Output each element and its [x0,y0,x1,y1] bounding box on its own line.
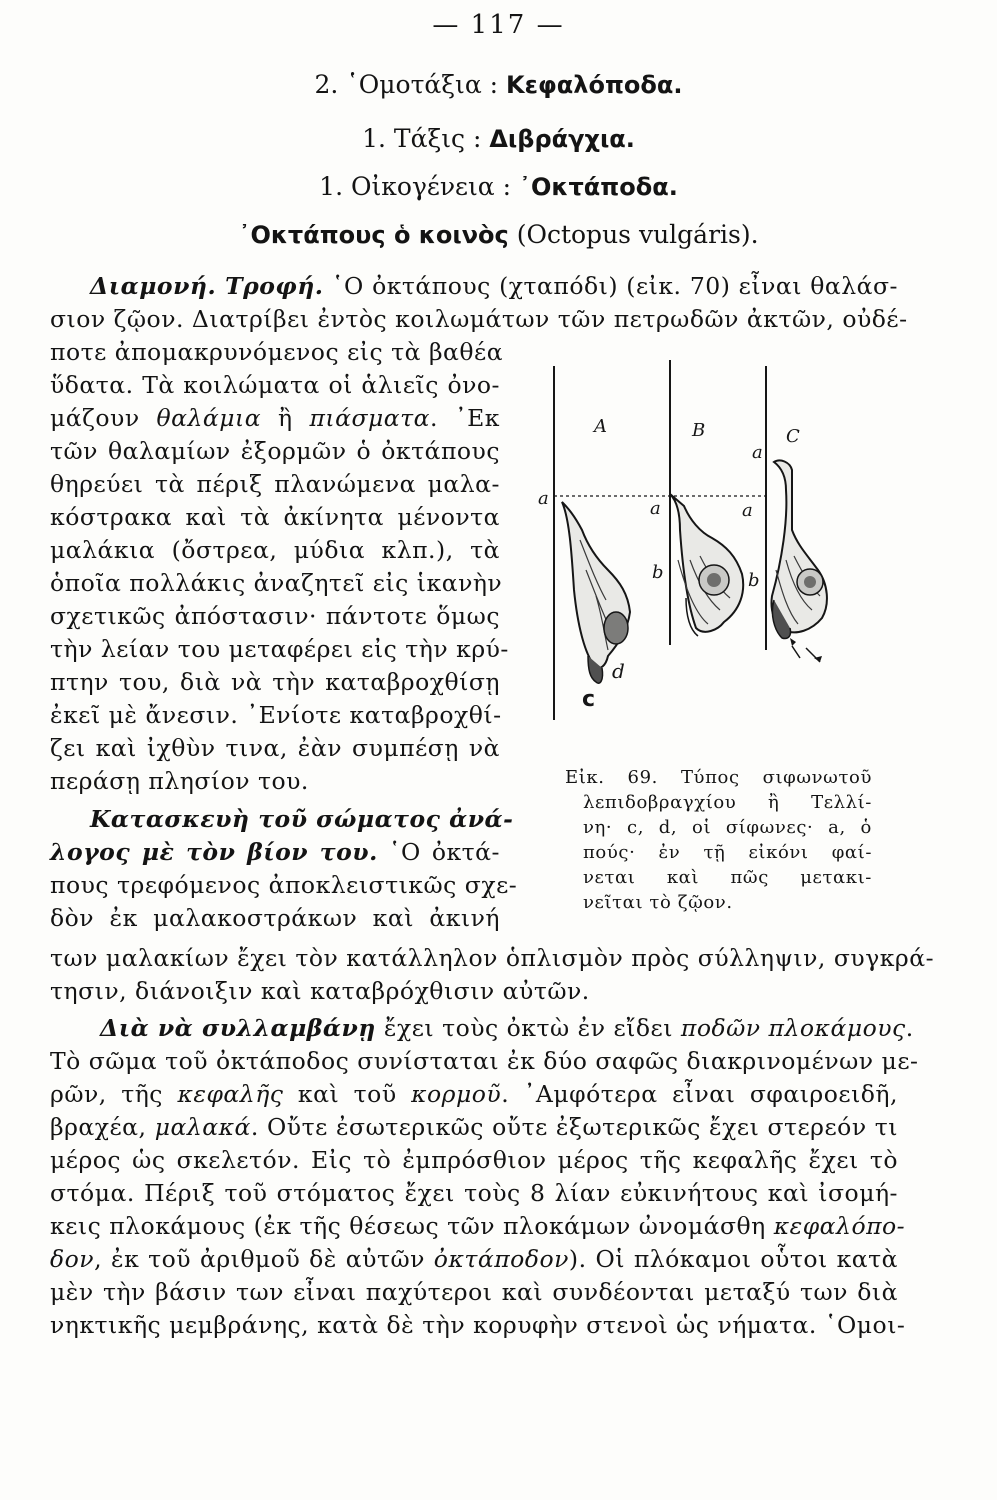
text-span: μάζουν [50,404,157,432]
text-line: δὸν ἐκ μαλακοστράκων καὶ ἀκινή [50,904,500,932]
page-number: — 117 — [432,10,565,40]
text-span: ῾Ο ὀκτάπους (χταπόδι) (εἰκ. 70) εἶναι θαλάσ- [323,272,898,300]
figure-69-siphonate-bivalve [530,360,830,730]
heading-class [0,124,997,153]
text-span: . ᾿Εκ [430,404,500,432]
text-line: Τὸ σῶμα τοῦ ὀκτάποδος συνίσταται ἐκ δύο σαφῶς διακρινομένων με- [50,1047,919,1075]
label-foot-b-1: b [652,562,664,583]
text-line: ἐκεῖ μὲ ἄνεσιν. ᾿Ενίοτε καταβροχθί- [50,701,502,729]
italic-term: ὀκτάποδον [433,1245,569,1273]
text-span: . ᾿Αμφότερα εἶναι σφαιροειδῆ, [501,1080,898,1108]
italic-term: κεφαλῆς [177,1080,284,1108]
text-line [50,1111,898,1144]
text-span: ). Οἱ πλόκαμοι οὗτοι κατὰ [568,1245,899,1273]
heading-family-name: ᾿Οκτάποδα. [519,173,678,201]
heading-class-prefix: 1. Τάξις : [362,124,490,153]
text-line: τὴν λείαν του μεταφέρει εἰς τὴν κρύ- [50,635,509,663]
heading-order-name: Κεφαλόποδα. [506,71,683,99]
text-line: πους τρεφόμενος ἀποκλειστικῶς σχε- [50,871,518,899]
text-span: . Οὔτε ἐσωτερικῶς οὔτε ἐξωτερικῶς ἔχει στερεόν τι [250,1113,898,1141]
text-span: ρῶν, τῆς [50,1080,178,1108]
panel-b-drawing [670,494,743,636]
figure-caption-line: λεπιδοβραγχίου ἢ Τελλί- [583,792,872,813]
text-span: ἔχει τοὺς ὀκτὼ ἐν εἴδει [375,1014,681,1042]
text-line [50,1210,906,1243]
text-line: μὲν τὴν βάσιν των εἶναι παχύτεροι καὶ συνδέονται μεταξύ των διὰ [50,1278,898,1306]
heading-order [0,70,997,99]
label-mouth-d: d [612,659,625,683]
label-siphon-a-4: a [752,442,763,463]
text-line: κόστρακα καὶ τὰ ἀκίνητα μένοντα [50,503,500,531]
text-line: πτην του, διὰ νὰ τὴν καταβροχθίσῃ [50,668,500,696]
text-line: ὕδατα. Τὰ κοιλώματα οἱ ἁλιεῖς ὀνο- [50,371,500,399]
heading-family-prefix: 1. Οἰκογένεια : [319,172,519,201]
heading-species-name: ᾿Οκτάπους ὁ κοινὸς [238,221,509,249]
text-line [90,270,898,303]
section-title-structure: Κατασκευὴ τοῦ σώματος ἀνά- [90,805,514,833]
text-line: στόμα. Πέριξ τοῦ στόματος ἔχει τοὺς 8 λίαν εὐκινήτους καὶ ἰσομή- [50,1179,898,1207]
italic-term: μαλακά [154,1113,251,1141]
section-title-habitat: Διαμονή. Τροφή. [90,272,324,300]
text-line: σιον ζῷον. Διατρίβει ἐντὸς κοιλωμάτων τῶν πετρωδῶν ἀκτῶν, οὐδέ- [50,305,908,333]
label-siphon-a-1: a [538,488,549,509]
text-span: . [905,1014,914,1042]
italic-term: πιάσματα [309,404,431,432]
label-siphon-a-2: a [650,498,661,519]
text-span: ῾Ο ὀκτά- [377,838,500,866]
text-span: , ἐκ τοῦ ἀριθμοῦ δὲ αὐτῶν [94,1245,434,1273]
text-line: θηρεύει τὰ πέριξ πλανώμενα μαλα- [50,470,500,498]
text-line: μαλάκια (ὄστρεα, μύδια κλπ.), τὰ [50,536,500,564]
text-line [100,1012,914,1045]
panel-a-drawing [562,502,630,683]
text-line: μέρος ὡς σκελετόν. Εἰς τὸ ἐμπρόσθιον μέρος τῆς κεφαλῆς ἔχει τὸ [50,1146,898,1174]
label-foot-b-2: b [748,570,760,591]
figure-caption-line: πούς· ἐν τῇ εἰκόνι φαί- [583,842,872,863]
text-line [50,402,500,435]
heading-species-latin: (Octopus vulgáris). [508,220,759,249]
text-line [50,1078,898,1111]
italic-term: κεφαλόπο- [773,1212,906,1240]
text-line: νηκτικῆς μεμβράνης, κατὰ δὲ τὴν κορυφὴν στενοὶ ὡς νήματα. ῾Ομοι- [50,1311,906,1339]
text-line: τησιν, διάνοιξιν καὶ καταβρόχθισιν αὐτῶν. [50,977,590,1005]
label-panel-b: B [692,420,706,441]
section-title-capture: Διὰ νὰ συλλαμβάνῃ [100,1014,376,1042]
text-span: ἢ [261,404,310,432]
text-line: ζει καὶ ἰχθὺν τινα, ἐὰν συμπέσῃ νὰ [50,734,500,762]
text-line: ποτε ἀπομακρυνόμενος εἰς τὰ βαθέα [50,338,504,366]
heading-order-prefix: 2. ῾Ομοτάξια : [314,70,507,99]
figure-caption-line: νεται καὶ πῶς μετακι- [583,867,872,888]
italic-term: δον [50,1245,95,1273]
text-line: σχετικῶς ἀπόστασιν· πάντοτε ὅμως [50,602,500,630]
figure-caption-line: Εἰκ. 69. Τύπος σιφωνωτοῦ [565,767,872,788]
heading-family [0,172,997,201]
text-line: των μαλακίων ἔχει τὸν κατάλληλον ὁπλισμὸν πρὸς σύλληψιν, συγκρά- [50,944,935,972]
label-siphon-a-3: a [742,500,753,521]
text-line [50,1243,898,1276]
text-span: κεις πλοκάμους (ἐκ τῆς θέσεως τῶν πλοκάμων ὠνομάσθη [50,1212,774,1240]
text-line [50,836,500,869]
figure-caption-line: νη· c, d, οἱ σίφωνες· a, ὁ [583,817,872,838]
text-span: βραχέα, [50,1113,155,1141]
text-span: καὶ τοῦ [283,1080,412,1108]
heading-species [0,220,997,249]
figure-caption-line: νεῖται τὸ ζῷον. [583,892,733,913]
text-line: περάσῃ πλησίον του. [50,767,309,795]
italic-term: ποδῶν πλοκάμους [680,1014,906,1042]
label-mantle-c: c [582,687,596,712]
italic-term: θαλάμια [156,404,262,432]
label-panel-c: C [786,426,800,447]
section-title-structure-cont: λογος μὲ τὸν βίον του. [50,838,378,866]
italic-term: κορμοῦ [411,1080,502,1108]
text-line: ὁποῖα πολλάκις ἀναζητεῖ εἰς ἱκανὴν [50,569,503,597]
heading-class-name: Διβράγχια. [489,125,635,153]
label-panel-a: A [594,416,607,437]
text-line: τῶν θαλαμίων ἐξορμῶν ὁ ὀκτάπους [50,437,500,465]
panel-c-drawing [772,460,827,662]
